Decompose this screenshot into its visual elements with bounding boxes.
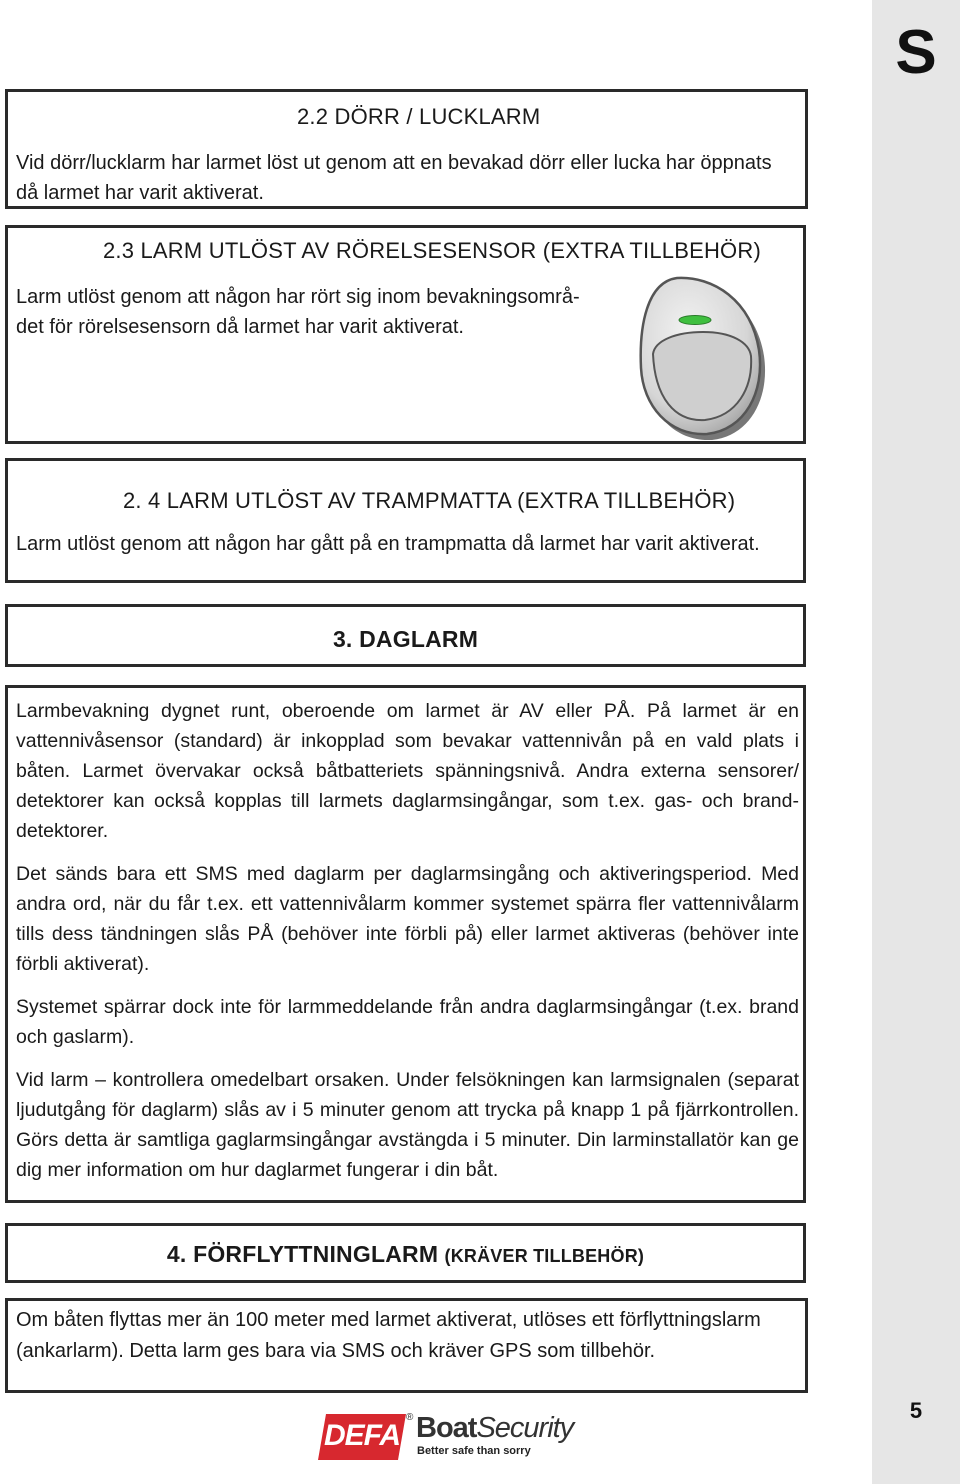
section-motion-alarm bbox=[5, 225, 806, 444]
logo-product-part1: Boat bbox=[416, 1412, 477, 1444]
logo-tagline: Better safe than sorry bbox=[417, 1445, 531, 1457]
section-title: 4. FÖRFLYTTNINGLARM bbox=[166, 1241, 439, 1267]
language-letter: S bbox=[895, 18, 937, 87]
section-mat-alarm bbox=[5, 458, 806, 583]
section-day-alarm-body bbox=[5, 685, 806, 1203]
section-text: Om båten flyttas mer än 100 meter med larmet aktiverat, utlöses ett förflyttningslarm (ankarlarm). Detta larm ges bara via SMS och kräver GPS som tillbehör. bbox=[16, 1309, 761, 1362]
section-title: 3. DAGLARM bbox=[332, 626, 479, 652]
section-move-alarm-body bbox=[5, 1298, 808, 1393]
section-title: 2.2 DÖRR / LUCKLARM bbox=[297, 104, 541, 129]
logo-product bbox=[416, 1412, 573, 1444]
section-text bbox=[16, 282, 616, 342]
section-door-alarm bbox=[5, 89, 808, 209]
section-move-alarm-header bbox=[5, 1223, 806, 1283]
section-title-suffix: (KRÄVER TILLBEHÖR) bbox=[444, 1246, 645, 1266]
paragraph: Det sänds bara ett SMS med daglarm per daglarmsingång och aktiveringsperiod. Med andra ord, när du får t.ex. ett vattennivålarm kommer systemet spärra fler vattennivålarm tills dess tändningen slås PÅ (behöver inte förbli på) eller larmet aktiveras (behöver inte förbli aktiverat). bbox=[16, 863, 799, 975]
text-line: Vid dörr/lucklarm har larmet löst ut genom att en bevakad dörr eller lucka har öppnats bbox=[16, 152, 772, 174]
paragraph: Vid larm – kontrollera omedelbart orsaken. Under felsökningen kan larmsignalen (separat ljudutgång för daglarm) slås av i 5 minuter genom att trycka på knapp 1 på fjärrkontrollen. Görs detta är samtliga gaglarmsingångar avstängda i 5 minuter. Din larminstallatör kan ge dig mer information om hur daglarmet fungerar i din båt. bbox=[16, 1069, 799, 1181]
page-number: 5 bbox=[909, 1398, 923, 1423]
section-day-alarm-header bbox=[5, 604, 806, 667]
motion-sensor-icon bbox=[633, 270, 773, 440]
paragraph: Systemet spärrar dock inte för larmmeddelande från andra daglarmsingångar (t.ex. brand och gaslarm). bbox=[16, 996, 799, 1048]
text-line: det för rörelsesensorn då larmet har varit aktiverat. bbox=[16, 316, 464, 338]
side-strip bbox=[872, 0, 960, 1484]
text-line: då larmet har varit aktiverat. bbox=[16, 182, 264, 204]
section-text: Larm utlöst genom att någon har gått på en trampmatta då larmet har varit aktiverat. bbox=[16, 533, 760, 555]
logo-registered: ® bbox=[406, 1412, 414, 1423]
section-title-row bbox=[8, 1241, 803, 1268]
section-text bbox=[16, 148, 806, 208]
logo-brand: DEFA bbox=[323, 1419, 400, 1452]
section-title: 2.3 LARM UTLÖST AV RÖRELSESENSOR (EXTRA TILLBEHÖR) bbox=[103, 238, 761, 263]
logo-product-part2: Security bbox=[476, 1412, 574, 1444]
paragraph: Larmbevakning dygnet runt, oberoende om larmet är AV eller PÅ. På larmet är en vattennivåsensor (standard) är inkopplad som bevakar vattennivån på en vald plats i båten. Larmet övervakar också båtbatteriets spänningsnivå. Andra externa sensorer/ detektorer kan också kopplas till larmets daglarmsingångar, som t.ex. gas- och brand-detektorer. bbox=[16, 700, 799, 842]
defa-boatsecurity-logo bbox=[318, 1408, 574, 1468]
section-text bbox=[16, 696, 799, 1198]
text-line: Larm utlöst genom att någon har rört sig inom bevakningsområ- bbox=[16, 286, 580, 308]
section-title: 2. 4 LARM UTLÖST AV TRAMPMATTA (EXTRA TILLBEHÖR) bbox=[123, 488, 736, 513]
